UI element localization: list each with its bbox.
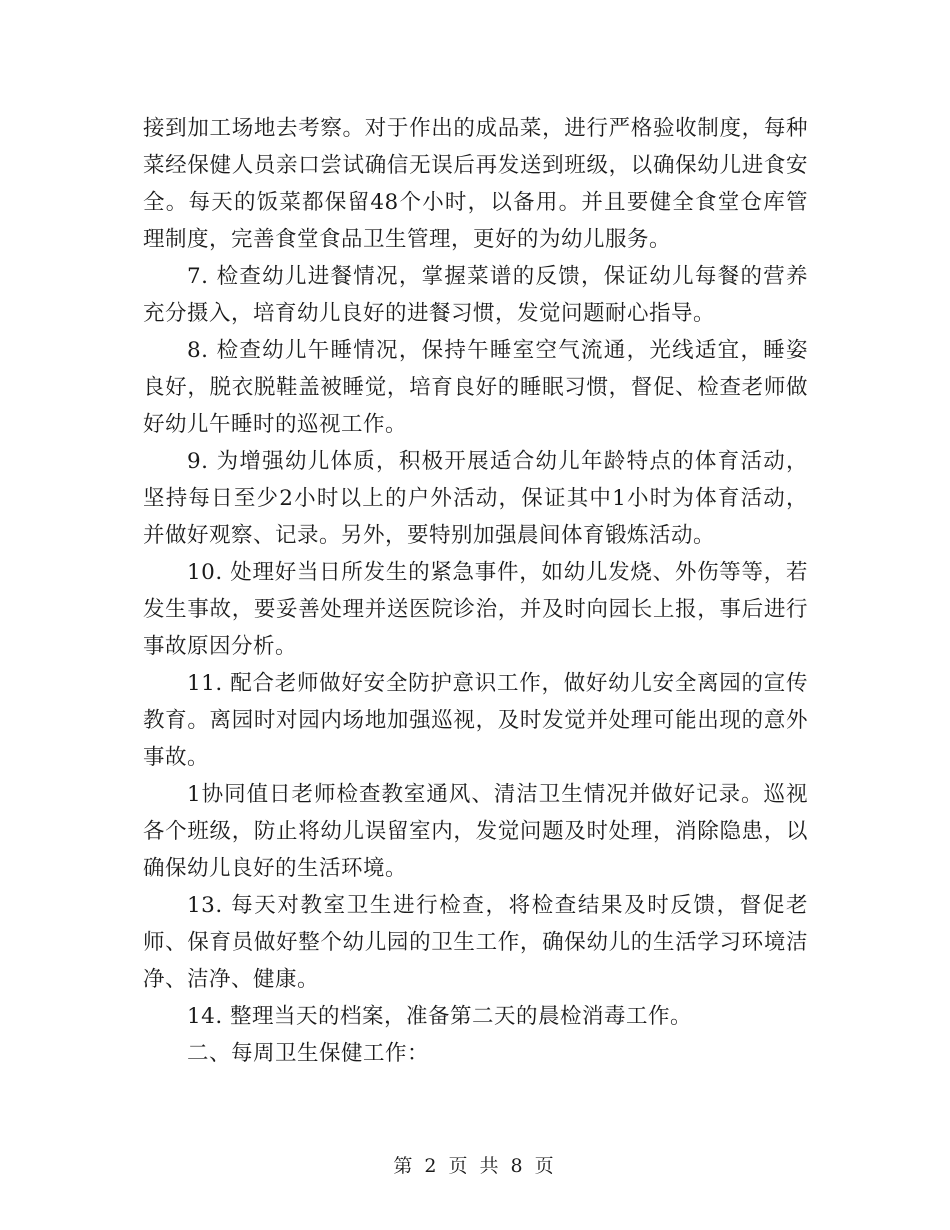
paragraph-item-7: 7. 检查幼儿进餐情况，掌握菜谱的反馈，保证幼儿每餐的营养充分摄入，培育幼儿良好的进餐习惯，发觉问题耐心指导。 (143, 264, 808, 326)
section-heading-weekly: 二、每周卫生保健工作： (187, 1041, 430, 1066)
paragraph-item-10: 10. 处理好当日所发生的紧急事件，如幼儿发烧、外伤等等，若发生事故，要妥善处理并送医院诊治，并及时向园长上报，事后进行事故原因分析。 (143, 560, 808, 659)
paragraph-item-14: 14. 整理当天的档案，准备第二天的晨检消毒工作。 (187, 1004, 693, 1029)
paragraph-item-8: 8. 检查幼儿午睡情况，保持午睡室空气流通，光线适宜，睡姿良好，脱衣脱鞋盖被睡觉，培育良好的睡眠习惯，督促、检查老师做好幼儿午睡时的巡视工作。 (143, 338, 808, 437)
paragraph-continuation: 接到加工场地去考察。对于作出的成品菜，进行严格验收制度，每种菜经保健人员亲口尝试确信无误后再发送到班级，以确保幼儿进食安全。每天的饭菜都保留48个小时，以备用。并且要健全食堂仓库管理制度，完善食堂食品卫生管理，更好的为幼儿服务。 (143, 116, 808, 252)
paragraph-item-13: 13. 每天对教室卫生进行检查，将检查结果及时反馈，督促老师、保育员做好整个幼儿园的卫生工作，确保幼儿的生活学习环境洁净、洁净、健康。 (143, 893, 808, 992)
paragraph-item-12: 1协同值日老师检查教室通风、清洁卫生情况并做好记录。巡视各个班级，防止将幼儿误留室内，发觉问题及时处理，消除隐患，以确保幼儿良好的生活环境。 (143, 782, 808, 881)
paragraph-item-11: 11. 配合老师做好安全防护意识工作，做好幼儿安全离园的宣传教育。离园时对园内场地加强巡视，及时发觉并处理可能出现的意外事故。 (143, 671, 808, 770)
page-number-footer: 第 2 页 共 8 页 (393, 1155, 557, 1177)
document-body (143, 110, 808, 1072)
paragraph-item-9: 9. 为增强幼儿体质，积极开展适合幼儿年龄特点的体育活动，坚持每日至少2小时以上的户外活动，保证其中1小时为体育活动，并做好观察、记录。另外，要特别加强晨间体育锻炼活动。 (143, 449, 808, 548)
